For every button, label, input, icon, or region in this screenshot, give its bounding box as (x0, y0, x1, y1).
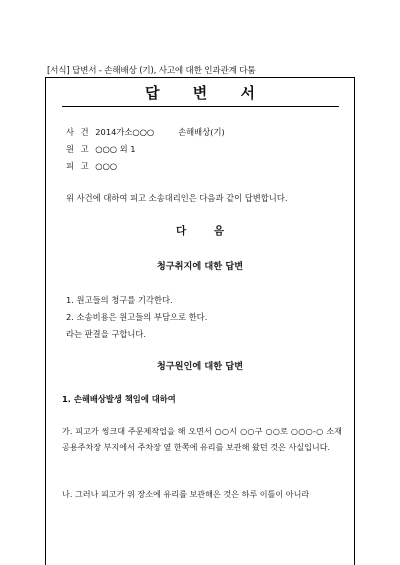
defendant-label: 피 고 (66, 161, 91, 171)
plaintiff-line (66, 143, 136, 155)
case-name: 손해배상(기) (178, 127, 225, 137)
document-title: 답 변 서 (145, 84, 269, 102)
case-number: 2014가소○○○ (95, 127, 155, 137)
defendant-value: ○○○ (95, 161, 117, 171)
intro-text: 위 사건에 대하여 피고 소송대리인은 다음과 같이 답변합니다. (66, 193, 288, 203)
cause-heading: 청구원인에 대한 답변 (156, 361, 244, 372)
claim-item-2: 2. 소송비용은 원고들의 부담으로 한다. (66, 312, 208, 322)
paragraph-ga: 가. 피고가 씽크대 주문제작업을 해 오면서 ○○시 ○○구 ○○로 ○○○-○ 소재 공용주차장 부지에서 주차장 옆 한쪽에 유리를 보관해 왔던 것은 사실입니다. (62, 426, 342, 452)
plaintiff-label: 원 고 (66, 144, 91, 154)
paragraph-na: 나. 그러나 피고가 위 장소에 유리를 보관해은 것은 하루 이틀이 아니라 (62, 489, 310, 499)
title-divider (62, 106, 339, 107)
case-label: 사 건 (66, 127, 91, 137)
defendant-line (66, 160, 117, 172)
case-line (66, 126, 225, 138)
plaintiff-value: ○○○ 외 1 (95, 144, 136, 154)
claim-closing: 라는 판결을 구합니다. (66, 329, 147, 339)
heading-next: 다 음 (176, 225, 236, 237)
document-header: [서식] 답변서 - 손해배상 (기), 사고에 대한 인과관계 다툼 (47, 66, 256, 76)
cause-subheading: 1. 손해배상발생 책임에 대하여 (62, 394, 176, 404)
claim-heading: 청구취지에 대한 답변 (156, 261, 244, 272)
claim-item-1: 1. 원고들의 청구를 기각한다. (66, 295, 173, 305)
document-page (45, 77, 355, 565)
